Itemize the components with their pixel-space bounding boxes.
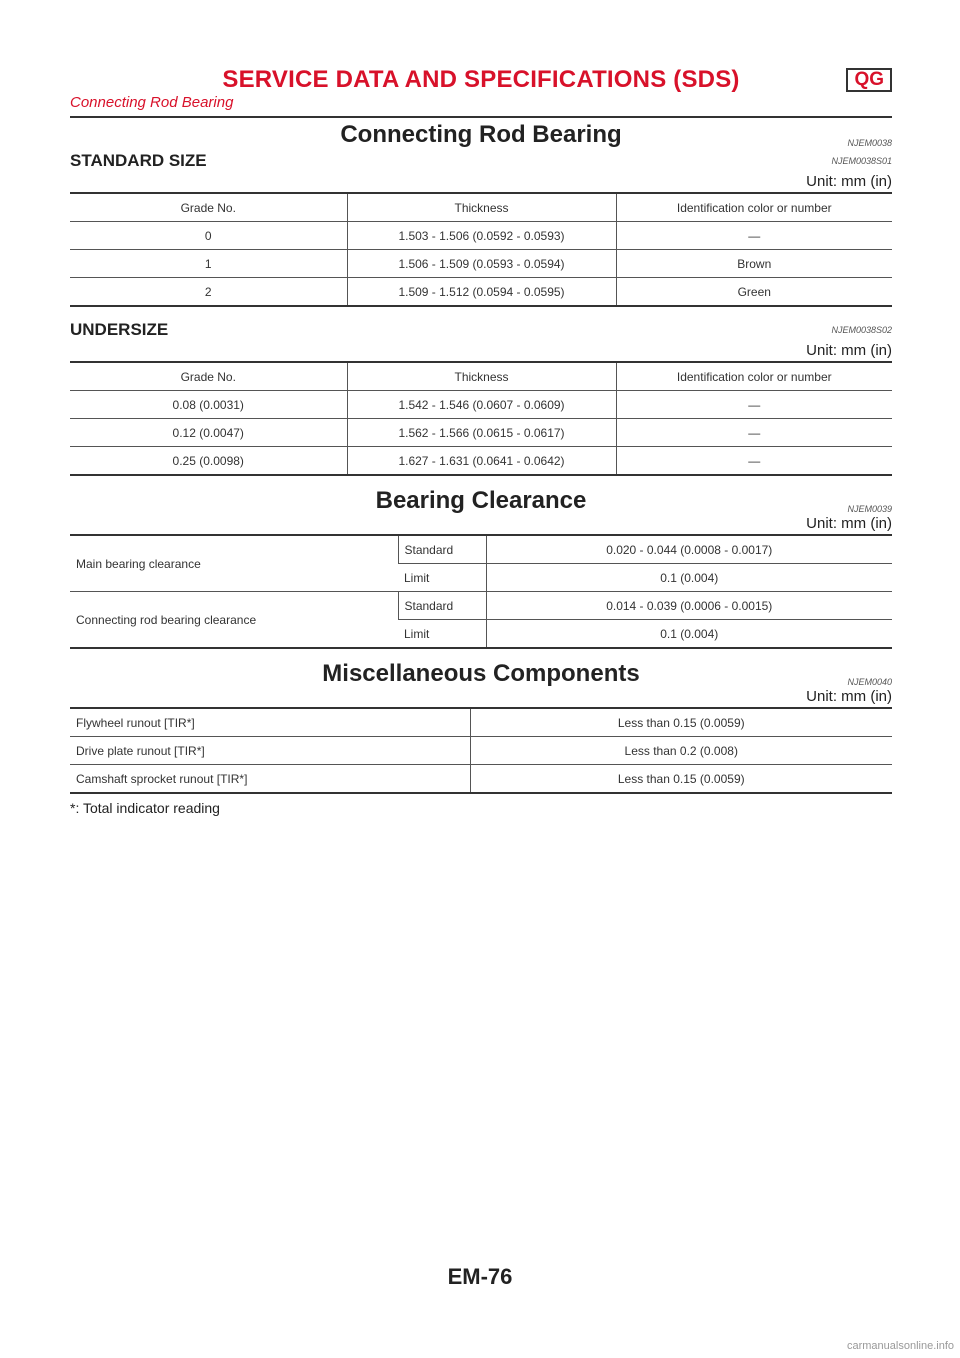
item-cell: Main bearing clearance (70, 535, 398, 592)
section-title: Connecting Rod Bearing (340, 121, 622, 148)
color-cell: Brown (616, 250, 892, 278)
engine-badge: QG (846, 68, 892, 92)
section-connecting-rod-bearing (70, 120, 892, 150)
page-content (70, 120, 892, 818)
color-cell: — (616, 419, 892, 447)
header-cell: Grade No. (70, 193, 347, 222)
color-cell: — (616, 391, 892, 419)
header-cell: Thickness (347, 362, 616, 391)
header-cell: Identification color or number (616, 362, 892, 391)
subsection-title: STANDARD SIZE (70, 151, 207, 170)
color-cell: Green (616, 278, 892, 307)
color-cell: — (616, 222, 892, 250)
table-row (70, 419, 892, 447)
unit-label: Unit: mm (in) (806, 688, 892, 705)
item-cell: Drive plate runout [TIR*] (70, 737, 470, 765)
item-cell: Camshaft sprocket runout [TIR*] (76, 771, 248, 786)
section-title: Miscellaneous Components (322, 660, 640, 687)
header-cell: Identification color or number (616, 193, 892, 222)
subsection-id: NJEM0038S01 (831, 156, 892, 166)
grade-cell: 1 (70, 250, 347, 278)
grade-cell: 2 (204, 284, 212, 299)
bearing-clearance-table (70, 534, 892, 649)
section-id: NJEM0038 (847, 138, 892, 148)
header-title: SERVICE DATA AND SPECIFICATIONS (SDS) (222, 66, 740, 93)
value-cell: Less than 0.15 (0.0059) (470, 708, 892, 737)
table-row (70, 535, 892, 564)
table-row (70, 447, 892, 476)
item-cell: Flywheel runout [TIR*] (70, 708, 470, 737)
header-divider (70, 116, 892, 118)
grade-cell: 0.25 (0.0098) (172, 453, 244, 468)
table-row (70, 765, 892, 794)
grade-cell: 0.12 (0.0047) (70, 419, 347, 447)
page-header (70, 66, 892, 112)
label-cell: Standard (398, 592, 486, 620)
subsection-id: NJEM0038S02 (831, 325, 892, 335)
label-cell: Limit (398, 564, 486, 592)
label-cell: Standard (398, 535, 486, 564)
grade-cell: 0.08 (0.0031) (70, 391, 347, 419)
table-row (70, 708, 892, 737)
grade-cell: 0 (70, 222, 347, 250)
thickness-cell: 1.562 - 1.566 (0.0615 - 0.0617) (347, 419, 616, 447)
table-row (70, 222, 892, 250)
value-cell: Less than 0.2 (0.008) (470, 737, 892, 765)
footnote: *: Total indicator reading (70, 800, 220, 816)
thickness-cell: 1.503 - 1.506 (0.0592 - 0.0593) (347, 222, 616, 250)
unit-label: Unit: mm (in) (806, 515, 892, 532)
undersize-table (70, 361, 892, 476)
label-cell: Limit (404, 626, 430, 641)
unit-label: Unit: mm (in) (806, 342, 892, 359)
thickness-cell: 1.627 - 1.631 (0.0641 - 0.0642) (347, 447, 616, 476)
misc-components-table (70, 707, 892, 794)
subsection-standard-size (70, 150, 892, 174)
thickness-cell: 1.542 - 1.546 (0.0607 - 0.0609) (347, 391, 616, 419)
value-cell: 0.020 - 0.044 (0.0008 - 0.0017) (486, 535, 892, 564)
table-row (70, 250, 892, 278)
table-header-row (70, 362, 892, 391)
section-id: NJEM0040 (847, 677, 892, 687)
thickness-cell: 1.506 - 1.509 (0.0593 - 0.0594) (347, 250, 616, 278)
unit-label: Unit: mm (in) (806, 173, 892, 190)
header-cell: Thickness (347, 193, 616, 222)
value-cell: 0.1 (0.004) (486, 620, 892, 649)
section-id: NJEM0039 (847, 504, 892, 514)
watermark: carmanualsonline.info (846, 1340, 954, 1352)
item-cell: Connecting rod bearing clearance (70, 592, 398, 649)
color-cell: — (616, 447, 892, 476)
subsection-undersize (70, 319, 892, 343)
table-row (70, 278, 892, 307)
table-header-row (70, 193, 892, 222)
page-number: EM-76 (447, 1264, 513, 1289)
header-cell: Grade No. (70, 362, 347, 391)
table-row (70, 737, 892, 765)
table-row (70, 391, 892, 419)
subsection-title: UNDERSIZE (70, 320, 169, 339)
section-title: Bearing Clearance (375, 487, 587, 514)
header-subtitle: Connecting Rod Bearing (70, 94, 234, 111)
value-cell: Less than 0.15 (0.0059) (470, 765, 892, 794)
standard-size-table (70, 192, 892, 307)
section-misc-components (70, 659, 892, 689)
value-cell: 0.1 (0.004) (486, 564, 892, 592)
table-row (70, 592, 892, 620)
thickness-cell: 1.509 - 1.512 (0.0594 - 0.0595) (347, 278, 616, 307)
section-bearing-clearance (70, 486, 892, 516)
value-cell: 0.014 - 0.039 (0.0006 - 0.0015) (486, 592, 892, 620)
